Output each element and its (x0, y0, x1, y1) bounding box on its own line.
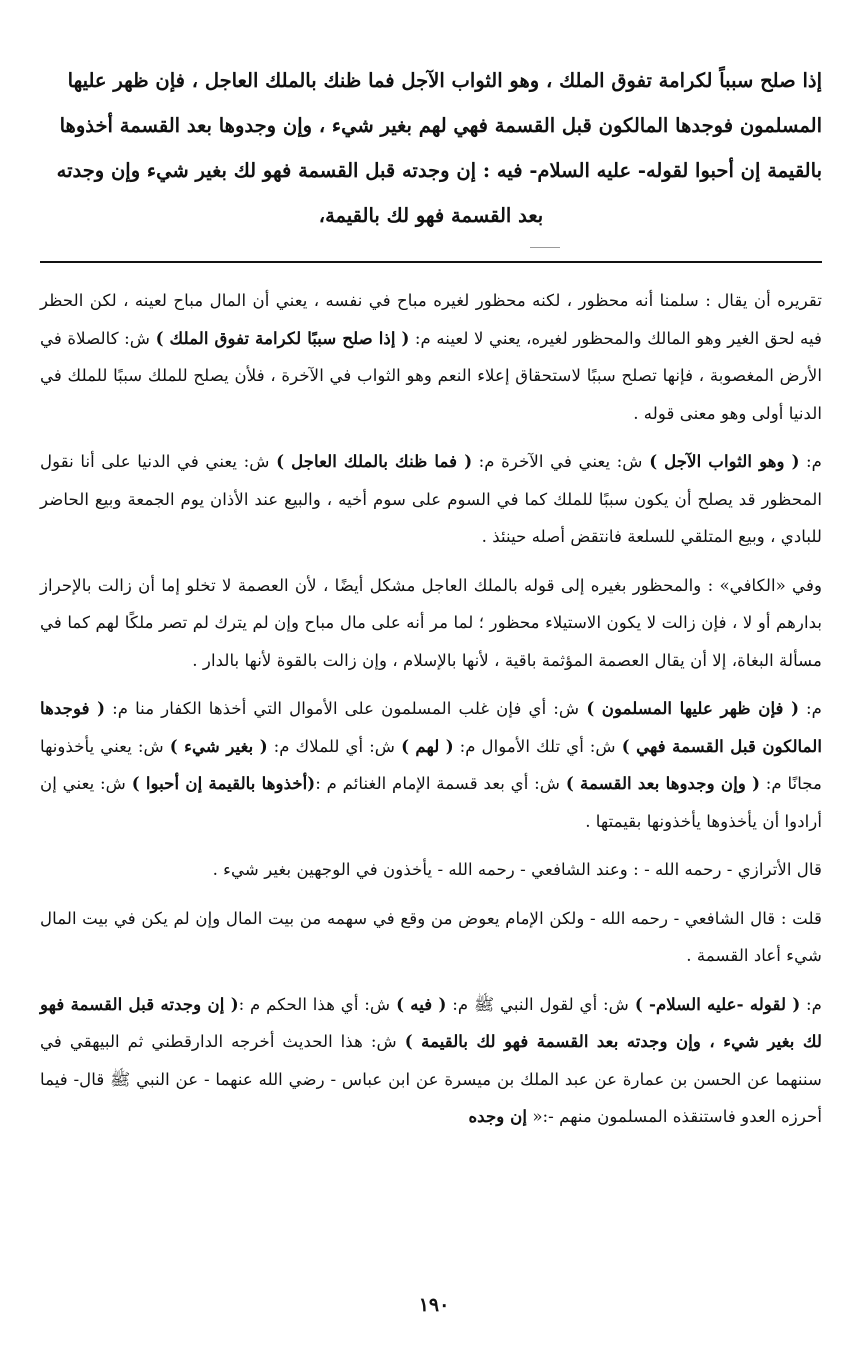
quoted-matn-segment: ( إذا صلح سببًا لكرامة تفوق الملك ) (155, 327, 410, 348)
main-text-line: بعد القسمة فهو لك بالقيمة، (318, 204, 544, 227)
quoted-matn-segment: ( فوجدها المالكون قبل القسمة فهي ) (40, 698, 823, 756)
commentary-segment: وفي «الكافي» : والمحظور بغيره إلى قوله بالملك العاجل مشكل أيضًا ، لأن العصمة لا تخلو إما أن زالت بالإحراز بدارهم أو لا ، فإن زالت لا يكون الاستيلاء محظور ؛ لما مر أنه على مال مباح وإن لم يترك لم تصر ملكًا لهم كما في مسألة البغاة، إلا أن يقال العصمة المؤثمة باقية ، لأنها بالإسلام ، وإن زالت بالقوة لأنها بالدار . (40, 574, 822, 670)
commentary-segment: ش: أي للملاك م: (267, 735, 402, 756)
commentary-segment: ش: يعني إن أرادوا أن يأخذوها يأخذونها بقيمتها . (40, 773, 822, 831)
quoted-matn-segment: (أخذوها بالقيمة إن أحبوا ) (131, 773, 316, 793)
quoted-matn-segment: ( وهو الثواب الآجل ) (649, 451, 800, 471)
commentary-segment: ش: يعني في الدنيا على أنا نقول المحظور قد يصلح أن يكون سببًا للملك كما في السوم على سوم أخيه ، والبيع عند الأذان يوم الجمعة وبيع الحاضر للبادي ، وبيع المتلقي للسلعة فانتقض أصله حينئذ . (40, 451, 822, 546)
small-dash (530, 247, 560, 248)
commentary-block (40, 282, 822, 1136)
commentary-segment: ش: أي لقول النبي ﷺ م: (446, 993, 635, 1014)
commentary-paragraph (40, 690, 822, 840)
commentary-segment: ش: أي بعد قسمة الإمام الغنائم م : (315, 773, 566, 793)
quoted-matn-segment: ( لهم ) (401, 735, 454, 756)
main-text-line: بالقيمة إن أحبوا لقوله- عليه السلام- فيه : إن وجدته قبل القسمة فهو لك بغير شيء وإن وجدته (56, 159, 822, 182)
main-text-line: إذا صلح سبباً لكرامة تفوق الملك ، وهو الثواب الآجل فما ظنك بالملك العاجل ، فإن ظهر عليها (67, 69, 822, 92)
quoted-matn-segment: ( لقوله -عليه السلام- ) (634, 993, 801, 1014)
commentary-segment: ش: أي تلك الأموال م: (453, 735, 622, 756)
main-text-line: المسلمون فوجدها المالكون قبل القسمة فهي لهم بغير شيء ، وإن وجدوها بعد القسمة أخذوها (59, 114, 822, 137)
main-text-block (40, 58, 822, 238)
commentary-segment: قال الأترازي - رحمه الله - : وعند الشافعي - رحمه الله - يأخذون في الوجهين بغير شيء . (212, 859, 822, 879)
commentary-segment: قلت : قال الشافعي - رحمه الله - ولكن الإمام يعوض من وقع في سهمه من بيت المال وإن لم يكن في بيت المال شيء أعاد القسمة . (40, 907, 822, 965)
commentary-segment: ش: أي هذا الحكم م : (238, 993, 397, 1014)
commentary-segment: م: (799, 451, 822, 471)
quoted-matn-segment: إن وجده (468, 1106, 528, 1126)
separator (40, 238, 822, 282)
horizontal-rule (40, 261, 822, 263)
commentary-paragraph (40, 986, 822, 1136)
quoted-matn-segment: ( وإن وجدوها بعد القسمة ) (565, 773, 761, 793)
commentary-segment: ش: أي فإن غلب المسلمون على الأموال التي أخذها الكفار منا م: (105, 698, 587, 718)
commentary-segment: ش: كالصلاة في الأرض المغصوبة ، فإنها تصلح سببًا لاستحقاق إعلاء النعم وهو الثواب في الآخرة ، فلأن يصلح للملك سببًا للملك في الدنيا أولى وهو معنى قوله . (40, 327, 822, 423)
commentary-paragraph (40, 282, 822, 432)
quoted-matn-segment: ( بغير شيء ) (169, 735, 268, 756)
commentary-segment: ش: يعني يأخذونها مجانًا م: (40, 735, 822, 793)
quoted-matn-segment: ( إن وجدته قبل القسمة فهو لك بغير شيء ، وإن وجدته بعد القسمة فهو لك بالقيمة ) (40, 993, 822, 1051)
commentary-segment: م: (800, 993, 822, 1014)
commentary-paragraph (40, 567, 822, 680)
page-number: ١٩٠ (418, 1294, 450, 1316)
commentary-paragraph (40, 851, 822, 889)
commentary-segment: م: (798, 698, 822, 718)
quoted-matn-segment: ( فيه ) (396, 993, 447, 1014)
commentary-paragraph (40, 900, 822, 975)
quoted-matn-segment: ( فما ظنك بالملك العاجل ) (276, 451, 473, 471)
commentary-segment: تقريره أن يقال : سلمنا أنه محظور ، لكنه محظور لغيره مباح في نفسه ، يعني أن المال مباح لعينه ، لكن الحظر فيه لحق الغير وهو المالك والمحظور لغيره، يعني لا لعينه م: (40, 290, 823, 348)
commentary-segment: ش: هذا الحديث أخرجه الدارقطني ثم البيهقي في سننهما عن الحسن بن عمارة عن عبد الملك بن ميسرة عن ابن عباس - رضي الله عنهما - عن النبي ﷺ قال- فيما أحرزه العدو فاستنقذه المسلمون منهم -:« (40, 1031, 822, 1126)
quoted-matn-segment: ( فإن ظهر عليها المسلمون ) (586, 698, 799, 718)
commentary-segment: ش: يعني في الآخرة م: (472, 451, 650, 471)
commentary-paragraph (40, 443, 822, 556)
